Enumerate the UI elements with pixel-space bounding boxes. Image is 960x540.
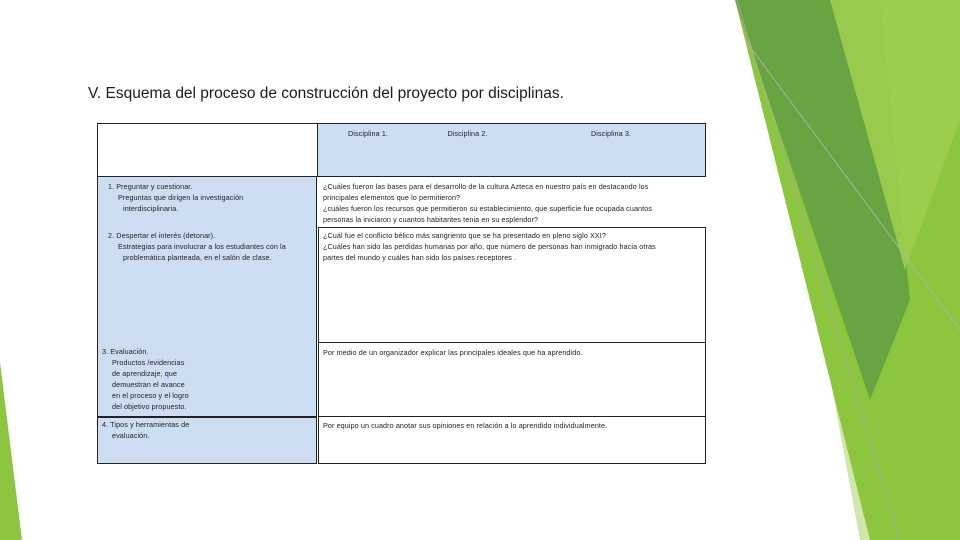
content-1-line-1: ¿Cuáles fueron las bases para el desarrollo de la cultura Azteca en nuestro país en destacando los — [323, 182, 649, 191]
stage-4-line-1: 4. Tipos y herramientas de — [102, 420, 190, 429]
header-disciplina-3 — [517, 123, 706, 177]
content-3-line-1: Por medio de un organizador explicar las principales ideales que ha aprendido. — [323, 348, 583, 357]
content-cell-3 — [318, 343, 706, 417]
stage-4-line-2: evaluación. — [112, 431, 150, 440]
stage-cell-2 — [99, 230, 313, 270]
content-4-line-1: Por equipo un cuadro anotar sus opiniones en relación a lo aprendido individualmente. — [323, 421, 608, 430]
stage-1-line-1: 1. Preguntar y cuestionar. — [108, 182, 193, 191]
content-2-line-3: partes del mundo y cuáles han sido los países receptores . — [323, 253, 517, 262]
page-title: V. Esquema del proceso de construcción del proyecto por disciplinas. — [88, 85, 564, 102]
stage-2-line-3: problemática planteada, en el salón de clase. — [123, 253, 272, 262]
header-disciplina-1 — [317, 123, 419, 177]
stage-3-line-4: demuestran el avance — [112, 380, 185, 389]
header-disciplina-3-label: Disciplina 3. — [590, 129, 632, 138]
header-empty-cell — [97, 123, 317, 177]
stage-cell-3 — [99, 346, 313, 416]
stage-row-4-divider — [97, 416, 317, 418]
left-green-shard — [0, 362, 22, 540]
content-1-line-4: personas la iniciaron y cuantos habitantes tenia en su esplendor? — [323, 215, 539, 224]
stage-3-line-6: del objetivo propuesto. — [112, 402, 187, 411]
header-disciplina-2 — [418, 123, 518, 177]
content-2-line-1: ¿Cuál fue el conflicto bélico más sangriento que se ha presentado en pleno siglo XXI? — [323, 231, 606, 240]
stage-cell-4 — [99, 419, 313, 449]
stage-3-line-3: de aprendizaje, que — [112, 369, 178, 378]
content-2-line-2: ¿Cuáles han sido las perdidas humanas por año, que número de personas han inmigrado hacia otras — [323, 242, 656, 251]
right-mid-shard — [830, 0, 960, 270]
right-green-shard — [735, 0, 960, 540]
header-disciplina-2-label: Disciplina 2. — [447, 129, 488, 138]
stage-2-line-2: Estrategias para involucrar a los estudiantes con la — [118, 242, 286, 251]
right-thin-line-1 — [737, 0, 900, 540]
stage-3-line-1: 3. Evaluación. — [102, 347, 149, 356]
right-thin-line-2 — [745, 40, 960, 330]
content-cell-2 — [318, 227, 706, 343]
stage-cell-1 — [99, 181, 313, 231]
right-pale-shard — [745, 20, 960, 540]
content-1-line-3: ¿cuáles fueron los recursos que permitieron su establecimiento, que superficie fue ocupada cuantos — [323, 204, 653, 213]
stage-1-line-3: interdisciplinaria. — [123, 204, 179, 213]
right-light-shard — [790, 160, 960, 540]
content-cell-1 — [320, 181, 704, 229]
stage-3-line-5: en el proceso y el logro — [112, 391, 189, 400]
stage-3-line-2: Productos /evidencias — [112, 358, 185, 367]
stage-1-line-2: Preguntas que dirigen la investigación — [118, 193, 244, 202]
header-disciplina-1-label: Disciplina 1. — [347, 129, 389, 138]
right-dark-shard — [735, 0, 910, 400]
content-cell-4 — [318, 416, 706, 464]
content-1-line-2: principales elementos que lo permitieron? — [323, 193, 461, 202]
stage-2-line-1: 2. Despertar el interés (detonar). — [108, 231, 216, 240]
